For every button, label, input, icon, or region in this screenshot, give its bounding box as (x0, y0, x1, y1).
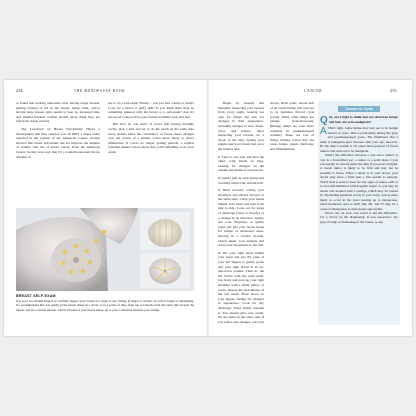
list-item-number: 4. (218, 250, 221, 255)
caption-text: Use your two middle fingers to carefully inspect your breasts for signs of any change in shape or texture, as well as lumps or thickening. It's recommended that you gently probe breast tissue in a circle, or in a series of lines from top to bottom, from the outer rim towards the nipple, and in a circular motion. Check all parts of your breast tissue, up to your collarbone and into your armpit. (16, 299, 194, 312)
right-running-head: CANCER (304, 89, 323, 93)
list-item-number: 2. (218, 175, 221, 180)
right-column-2 (270, 101, 314, 152)
answer-dropcap: A (320, 125, 327, 137)
list-item (218, 155, 264, 173)
paragraph: The Lowdown on Breast Self-Exams: Here's a development that may surprise you: In 2003, a major study reported in the journal of the American Cancer Society showed that breast self-exams did not improve the number of women who die of breast cancer. Even the American Cancer Society now says that it's a woman's personal choice whether or (16, 126, 100, 159)
list-item-text: Put your right hand behind your head and use the pads of your left fingers to gently probe into your right breast in an up-and-down pattern. Then do the left breast with the right hand. Lie down and prop up your right shoulder with a small pillow or towel. Repeat the movements of the last exam. Press down on your nipple, feeling for changes in appearance. Look for any discharge. Press firmly beneath it. You should give way easily. Do the same on the other side. If you notice any changes, call your (218, 250, 265, 324)
question-text: So, am I right to think that not all breast lumps will turn out to be malignant? (328, 115, 398, 124)
left-running-head: THE MENOPAUSE BOOK (74, 89, 126, 93)
list-item-text: Gently pull up each breast and carefully inspect the bottom half. (218, 175, 264, 185)
list-item-number: 3. (218, 188, 221, 193)
breast-self-exam-illustration (16, 208, 194, 291)
list-item-text: Turn to one side and then the other, with hands on hips, looking for changes on the outside and inside of each breast. (218, 154, 264, 173)
book-spread (4, 80, 412, 336)
sidebar-question (320, 115, 398, 124)
left-column-2 (108, 101, 194, 155)
paragraph: But how do you start? If you're still having monthly cycles, pick a date and try to do the exam on the same date every month. Once the consistency of breast tissue changes over the course of a month, you're more likely to detect differences. If you're no longer getting periods, a regular schedule makes it more likely that you'll remember to do your exam. (108, 122, 194, 154)
figure-caption (16, 294, 194, 312)
question-dropcap: Q (320, 114, 328, 126)
paragraph: Begin by visually and manually inspecting your breasts from every angle, looking not only for lumps but also for changes in their appearance, including changes in size, shape, color, and texture. After inspecting your breasts, do a check of the skin, feeling your nipples and your breast bud on to the interior and. (218, 101, 264, 151)
list-item (218, 251, 264, 325)
paragraph: doctor. Don't panic. About half of all breast lumps will turn out to be harmless fibroid cysts (cysts). Many other lumps are benign (noncancerous). (Benign lumps are even more common in premenopausal women.) There are lots of things besides cancer that can cause lumps, nipple discharge, and inflammation. (270, 101, 314, 151)
sidebar-header: Tumors vs. Cysts (338, 106, 380, 112)
right-column-1 (218, 101, 264, 324)
list-item (218, 188, 264, 248)
list-item (218, 176, 264, 185)
paragraph: to found that treating underwire bras, having larger breasts, getting bruised or hit in the breast, being older, and/or having large breasts (size seems to bear no increased risk, and smaller-breasted women should never think they are safe from breast cancer). (16, 101, 100, 124)
left-column-1 (16, 101, 100, 159)
answer-text: That's right. Some lumps may turn out to be benign tumors or cysts. This is particularly during the peri- and postmenopausal years. The likelihood that a lump is malignant does increase with your age, however. By the time a woman is 70, about three-quarters of breast tumors will turn out to be malignant. (320, 126, 398, 153)
paragraph: What's the difference between a cyst and a tumor? A cyst is a fluid-filled sac; a tumor is a solid mass. Cysts can usually be moved under the skin if you press on them. A breast tumor is likely to be firm and may not be possible to move. When a tumor is in your breast, your doctor may have a fluid pass a fine needle to aspirate. You'll need it soon to look for any signs of tumor cells or to treat inflammation with irregular edges. A cyst may be tender and drained with a syringe, which may be caused by fluctuating hormone levels in your body, and is more likely to occur in the years leading up to menopause, when hormones tend to shift. Me, Mr. and 55 may be a cause of menopause as menopause approaches. (320, 153, 398, 211)
right-page-number: 255 (390, 88, 397, 93)
list-item-number: 1. (218, 154, 221, 159)
list-item-text: Bend forward, rolling your shoulders and elbows forward at the same time. Clasp your hands behind your head and turn from side to side. Look out for signs of discharge (clear or bloody) or a change in its direction. Gently use your fingertips to gently press and feel your breast tissue for lumps or thickened areas, moving in a circular motion. Check under your armpits and down your breastbone to the ribs. (218, 188, 265, 248)
book-gutter (207, 80, 209, 336)
breast-self-exam-illustration-svg (16, 208, 194, 291)
paragraph: not to do a self-exam. Finally – can you feel a lump or lump? Look for a blood or puffy skin? If you think there may be something unusual with the breast or a self-exam? Ask it's also good to know how your breasts normally look and feel. (108, 101, 194, 119)
paragraph: Never rely on your own touch to tell the difference. Let a doctor do the diagnosing. If you experience any type of lump or thickening of the breast, or any (320, 210, 398, 224)
sidebar-content (320, 103, 398, 224)
sidebar-answer (320, 126, 398, 153)
caption-title: BREAST SELF-EXAM (16, 294, 56, 298)
left-page-number: 254 (16, 88, 23, 93)
